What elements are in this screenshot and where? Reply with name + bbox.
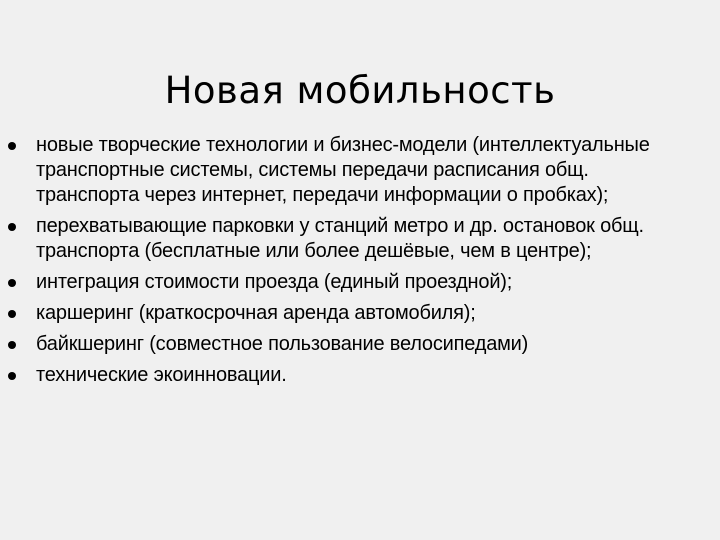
bullet-dot-icon	[8, 372, 16, 380]
bullet-dot-icon	[8, 341, 16, 349]
bullet-item	[36, 332, 676, 357]
bullet-text: байкшеринг (совместное пользование велосипедами)	[36, 333, 529, 355]
slide-title: Новая мобильность	[164, 68, 556, 112]
bullet-dot-icon	[8, 310, 16, 318]
bullet-text: перехватывающие парковки у станций метро и др. остановок общ. транспорта (бесплатные или более дешёвые, чем в центре);	[36, 215, 644, 262]
bullet-item	[36, 270, 676, 295]
bullet-item	[36, 363, 676, 388]
bullet-text: интеграция стоимости проезда (единый проездной);	[36, 271, 513, 293]
bullet-dot-icon	[8, 279, 16, 287]
bullet-dot-icon	[8, 223, 16, 231]
bullet-dot-icon	[8, 142, 16, 150]
bullet-text: технические экоинновации.	[36, 364, 287, 386]
bullet-text: каршеринг (краткосрочная аренда автомобиля);	[36, 302, 476, 324]
bullet-item	[36, 133, 676, 208]
bullet-text: новые творческие технологии и бизнес-модели (интеллектуальные транспортные системы, системы передачи расписания общ. транспорта через интернет, передачи информации о пробках);	[36, 134, 650, 206]
bullet-list	[36, 133, 676, 394]
bullet-item	[36, 214, 676, 264]
bullet-item	[36, 301, 676, 326]
